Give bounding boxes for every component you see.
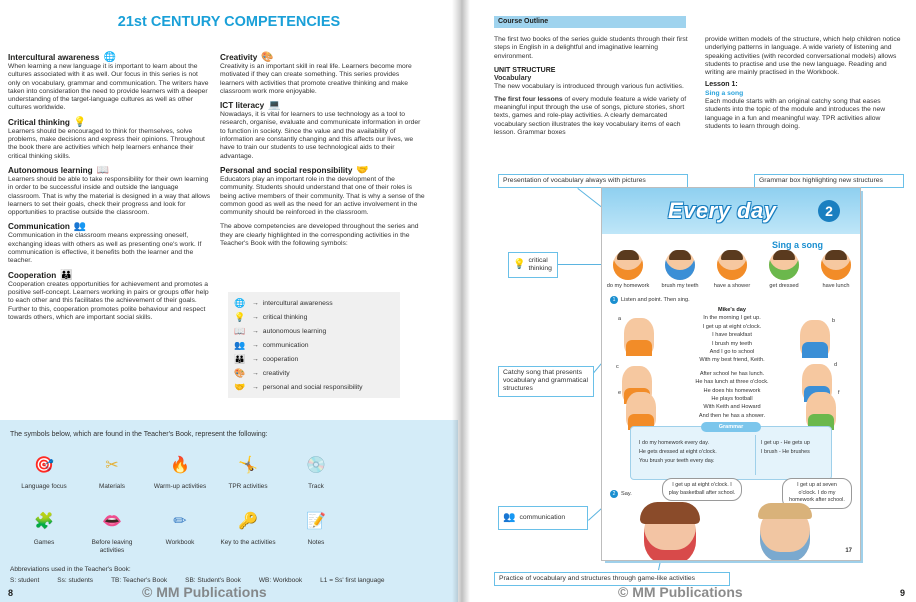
competencies-intro: The above competencies are developed throughout the series and they are clearly highlighted in the corresponding activities in the Teacher's Book with the following symbols:	[220, 223, 419, 248]
abbreviation: WB: Workbook	[258, 577, 303, 584]
competency-heading-text: Personal and social responsibility	[220, 165, 353, 175]
legend-label: communication	[262, 341, 309, 349]
person-reading-icon: 📖	[234, 325, 246, 336]
grammar-tag: Grammar	[701, 422, 761, 432]
picture-letter: a	[618, 316, 622, 322]
picture-letter: e	[618, 390, 622, 396]
symbol-label: TPR activities	[228, 483, 268, 490]
symbol-item	[146, 448, 214, 504]
competency-heading	[220, 52, 425, 63]
sing-a-song-heading: Sing a song	[772, 240, 824, 250]
teachers-book-symbols-panel	[0, 420, 458, 602]
song-line: After school he has lunch.	[699, 370, 765, 377]
vocabulary-label: get dressed	[769, 283, 799, 289]
competency-section	[8, 165, 212, 217]
students-book-page	[602, 188, 860, 560]
arrow-icon: →	[252, 341, 259, 349]
callout-presentation: Presentation of vocabulary always with pictures	[498, 174, 688, 188]
vocabulary-pictures-row	[606, 250, 858, 289]
song-line: I have breakfast	[712, 332, 752, 339]
page-number: 9	[900, 588, 906, 598]
globe-icon: 🌐	[103, 52, 116, 63]
song-stanza-2	[664, 370, 800, 420]
laptop-icon: 💻	[268, 100, 281, 112]
target-icon: 🎯	[34, 457, 54, 474]
unit-structure-heading: UNIT STRUCTURE	[494, 66, 556, 74]
publisher-watermark: © MM Publications	[618, 584, 743, 600]
arrow-icon: →	[252, 383, 259, 391]
competency-description: Cooperation creates opportunities for achievement and promotes a positive self-concept. Learners working in pairs or groups offer help to each other and this facilitates the achievement of their goals. Further to this, cooperation promotes polite behaviour and respect towards others, which are important social skills.	[8, 280, 209, 321]
first-four-lead: The first four lessons	[494, 95, 563, 103]
competency-heading	[8, 270, 212, 281]
symbol-item	[282, 504, 350, 560]
symbol-label: Before leaving activities	[91, 539, 133, 554]
arrow-icon: →	[252, 327, 259, 335]
vocabulary-picture	[762, 250, 806, 289]
listen-instruction	[610, 296, 690, 304]
child-illustration	[821, 250, 851, 280]
competency-heading	[8, 117, 212, 128]
competency-description: Learners should be able to take responsibility for their own learning in order to be successful inside and outside the language classroom. That is why the material is designed in a way that allows learners to set their goals, check their progress and look for opportunities to practise outside the classroom.	[8, 175, 211, 217]
song-line: He plays football	[711, 396, 753, 403]
hair	[640, 502, 700, 524]
competency-description: Learners should be encouraged to think for themselves, solve problems, make decisions and express their opinions. Throughout the book there are activities which help learners enhance their critical thinking skills.	[8, 127, 205, 160]
picture-letter: d	[834, 362, 838, 368]
book-page-number: 17	[845, 548, 852, 554]
song-line: And then he has a shower.	[698, 412, 766, 419]
legend-label: critical thinking	[262, 313, 308, 321]
competency-heading	[8, 221, 212, 232]
grammar-box	[630, 426, 832, 480]
competency-heading-text: Intercultural awareness	[8, 53, 100, 62]
legend-item	[234, 324, 394, 338]
competency-heading-text: Critical thinking	[8, 117, 70, 127]
competency-section	[220, 52, 425, 96]
competency-section	[8, 221, 212, 265]
competency-section	[220, 100, 425, 161]
abbreviation: L1 = Ss' first language	[320, 577, 385, 584]
symbols-row	[10, 448, 420, 504]
child-illustration	[613, 250, 643, 280]
competency-heading-text: ICT literacy	[220, 101, 265, 111]
cd-icon: 💿	[306, 457, 326, 474]
book-spine-shadow	[452, 0, 470, 602]
picture-letter: b	[832, 318, 836, 324]
song-line: In the morning I get up.	[703, 315, 761, 322]
vocabulary-heading: Vocabulary	[494, 75, 532, 83]
abbreviation: SB: Student's Book	[185, 577, 241, 584]
course-outline-tab: Course Outline	[494, 16, 686, 28]
callout-critical-text: critical thinking	[528, 256, 552, 272]
symbol-label: Key to the activities	[220, 539, 276, 546]
vocabulary-picture	[658, 250, 702, 289]
hair	[758, 503, 812, 519]
symbol-item	[282, 448, 350, 504]
exercise-number: 1	[610, 296, 618, 304]
vocabulary-label: do my homework	[606, 283, 650, 289]
unit-number-badge: 2	[818, 200, 840, 222]
creativity-icon: 🎨	[261, 52, 274, 63]
competency-description: Creativity is an important skill in real life. Learners become more motivated if they can create something. This series provides learners with activities that promote creative thinking and make classroom work more enjoyable.	[220, 63, 412, 95]
callout-practice: Practice of vocabulary and structures through game-like activities	[494, 572, 730, 586]
abbreviation: Ss: students	[57, 577, 94, 584]
child-illustration	[717, 250, 747, 280]
competency-description: Educators play an important role in the development of the community. Students should understand that one of their roles is being active members of their community. That is why a sense of the common good as well as the need for an active involvement in the community should be reinforced in the classroom.	[220, 175, 425, 217]
symbol-item	[146, 504, 214, 560]
legend-item	[234, 366, 394, 380]
speech-bubble-girl: I get up at eight o'clock. I play basketball after school.	[662, 478, 742, 501]
competency-heading-text: Communication	[8, 222, 70, 232]
mike-illustration	[800, 320, 830, 358]
outline-column-right	[705, 36, 901, 135]
symbol-label: Track	[308, 483, 324, 490]
symbol-item	[214, 448, 282, 504]
symbol-label: Materials	[99, 483, 125, 490]
outline-column-left	[494, 36, 688, 141]
symbols-intro: The symbols below, which are found in the Teacher's Book, represent the following:	[10, 431, 268, 438]
abbreviations-title: Abbreviations used in the Teacher's Book:	[10, 566, 131, 573]
hands-icon: 🤝	[356, 164, 369, 176]
fire-icon: 🔥	[170, 457, 190, 474]
vocabulary-label: brush my teeth	[661, 283, 699, 289]
lesson-subheading: Sing a song	[705, 89, 744, 97]
song-line: With my best friend, Keith.	[699, 357, 765, 364]
symbols-grid	[10, 448, 420, 560]
two-people-icon: 👥	[234, 339, 246, 350]
callout-communication	[498, 506, 588, 530]
arrow-icon: →	[252, 313, 259, 321]
two-people-icon: 👥	[503, 511, 516, 523]
legend-item	[234, 352, 394, 366]
vocabulary-picture	[606, 250, 650, 289]
two-people-icon: 👥	[73, 221, 87, 233]
callout-critical-thinking	[508, 252, 558, 278]
grammar-example: He gets dressed at eight o'clock.	[639, 449, 717, 455]
globe-icon: 🌐	[234, 297, 246, 308]
speech-bubble-boy: I get up at seven o'clock. I do my homework after school.	[782, 478, 852, 509]
outline-intro: The first two books of the series guide students through their first steps in English in a delightful and imaginative learning environment.	[494, 36, 688, 60]
creativity-icon: 🎨	[234, 367, 246, 378]
person-reading-icon: 📖	[96, 164, 110, 176]
abbreviation: S: student	[10, 577, 40, 584]
child-illustration	[665, 250, 695, 280]
key-icon: 🔑	[238, 513, 258, 530]
competency-heading-text: Cooperation	[8, 270, 57, 280]
tpr-figure-icon: 🤸	[238, 457, 258, 474]
song-line: He has lunch at three o'clock.	[695, 379, 769, 386]
legend-label: creativity	[262, 369, 290, 377]
page-number: 8	[8, 588, 14, 598]
grammar-example: I do my homework every day.	[639, 440, 710, 446]
grammar-boxes-text: provide written models of the structure, which help children notice underlying patterns in language. A wide variety of listening and speaking activities (with recorded conversational models) allows students to practise and use the new language. Reading and writing are mainly practised in the Workbook.	[705, 36, 901, 77]
vocabulary-text: The new vocabulary is introduced through various fun activities.	[494, 83, 684, 91]
lips-icon: 👄	[102, 513, 122, 530]
grammar-examples	[639, 439, 717, 466]
abbreviations-list	[10, 577, 450, 584]
competency-description: Communication in the classroom means expressing oneself, exchanging ideas with others as well as presenting one's work. If communication is effective, it benefits both the learner and the teacher.	[8, 232, 202, 265]
group-icon: 👪	[234, 353, 246, 364]
grammar-example: You brush your teeth every day.	[639, 458, 715, 464]
competency-heading	[8, 52, 212, 63]
competency-symbols-legend	[228, 292, 400, 398]
shirt	[626, 340, 652, 356]
vocabulary-label: have lunch	[822, 283, 850, 289]
legend-label: intercultural awareness	[262, 299, 333, 307]
vocabulary-picture	[814, 250, 858, 289]
legend-item	[234, 380, 394, 394]
legend-item	[234, 310, 394, 324]
mike-illustration	[624, 318, 654, 356]
competency-section	[8, 117, 212, 161]
lesson-heading: Lesson 1:	[705, 81, 738, 89]
symbol-item	[78, 448, 146, 504]
vocabulary-picture	[710, 250, 754, 289]
exercise-number: 2	[610, 490, 618, 498]
unit-title: Every day	[668, 198, 777, 223]
song-line: With Keith and Howard	[703, 404, 761, 411]
lightbulb-icon: 💡	[73, 116, 87, 128]
song-line: And I go to school	[709, 349, 755, 356]
competency-heading	[220, 165, 425, 176]
picture-letter: f	[838, 390, 840, 396]
symbol-item	[78, 504, 146, 560]
say-instruction	[610, 490, 632, 498]
song-line: I get up at eight o'clock.	[702, 323, 762, 330]
legend-label: cooperation	[262, 355, 299, 363]
group-icon: 👪	[60, 269, 73, 281]
competency-heading	[8, 165, 212, 176]
arrow-icon: →	[252, 369, 259, 377]
song-line: I brush my teeth	[711, 340, 753, 347]
song-stanza-1	[664, 314, 800, 364]
callout-song: Catchy song that presents vocabulary and grammatical structures	[498, 366, 594, 397]
callout-communication-text: communication	[519, 513, 566, 521]
divider	[755, 435, 756, 475]
arrow-icon: →	[252, 355, 259, 363]
callout-connector	[552, 264, 608, 265]
legend-item	[234, 296, 394, 310]
competency-description: Nowadays, it is vital for learners to use technology as a tool to research, organise, evaluate and communicate information in order to function in society. Since the value and the availability of information are constantly changing and this affects our lives, we have to train our students to use technological aids to their advantage.	[220, 111, 421, 160]
competency-description: When learning a new language it is important to learn about the cultures associated with it as well. Our focus in this series is not only on vocabulary, grammar and communication. The writers have taken into consideration the need to provide learners with a deeper understanding of the target-language cultures as well as other cultures worldwide.	[8, 63, 209, 112]
pencil-icon: ✏	[173, 513, 187, 530]
vocabulary-label: have a shower	[713, 283, 751, 289]
song-lyrics	[664, 306, 800, 425]
publisher-watermark: © MM Publications	[142, 584, 267, 600]
symbol-item	[214, 504, 282, 560]
legend-label: autonomous learning	[262, 327, 327, 335]
first-four-body: of every module feature a wide variety of meaningful input through the use of songs, picture stories, short texts, games and role-play activities. A clearly demarcated vocabulary section illustrates the key vocabulary items of each lesson. Grammar boxes	[494, 95, 687, 136]
symbol-label: Language focus	[21, 483, 67, 490]
competency-heading-text: Creativity	[220, 53, 258, 62]
competency-section	[8, 52, 212, 113]
symbol-label: Notes	[307, 539, 325, 546]
symbol-label: Workbook	[165, 539, 195, 546]
puzzle-icon: 🧩	[34, 513, 54, 530]
competency-heading	[220, 100, 425, 111]
lightbulb-icon: 💡	[513, 258, 526, 270]
child-illustration	[769, 250, 799, 280]
grammar-rules	[761, 439, 810, 457]
right-page	[458, 0, 916, 602]
legend-label: personal and social responsibility	[262, 383, 363, 391]
picture-letter: c	[616, 364, 619, 370]
callout-grammar-box: Grammar box highlighting new structures	[754, 174, 904, 188]
mike-illustration	[626, 392, 656, 430]
song-line: He does his homework	[703, 387, 761, 394]
lesson-text: Each module starts with an original catchy song that eases students into the topic of the module and introduces the new language in a fun and meaningful way. TPR activities allow students to learn through doing.	[705, 98, 886, 130]
abbreviation: TB: Teacher's Book	[111, 577, 168, 584]
boy-photo	[760, 506, 810, 560]
arrow-icon: →	[252, 299, 259, 307]
competencies-column-left	[8, 52, 212, 326]
symbol-item	[10, 448, 78, 504]
symbols-row	[10, 504, 420, 560]
say-text: Say.	[621, 491, 632, 497]
song-title: Mike's day	[717, 307, 747, 313]
listen-text: Listen and point. Then sing.	[621, 297, 690, 303]
competencies-column-right	[220, 52, 425, 248]
symbol-label: Warm-up activities	[153, 483, 207, 490]
competency-section	[8, 270, 212, 322]
scissors-icon: ✂	[105, 457, 119, 474]
lightbulb-icon: 💡	[234, 311, 246, 322]
shirt	[802, 342, 828, 358]
mike-illustration	[806, 392, 836, 430]
girl-photo	[644, 506, 696, 560]
first-four-lessons-text	[494, 96, 688, 137]
legend-item	[234, 338, 394, 352]
page-title: 21st CENTURY COMPETENCIES	[117, 14, 341, 30]
grammar-rule: I get up - He gets up	[761, 440, 810, 446]
competency-section	[220, 165, 425, 217]
competency-heading-text: Autonomous learning	[8, 165, 93, 175]
symbol-label: Games	[33, 539, 55, 546]
grammar-rule: I brush - He brushes	[761, 449, 810, 455]
symbol-item	[10, 504, 78, 560]
notes-icon: 📝	[306, 513, 326, 530]
hands-icon: 🤝	[234, 381, 246, 392]
